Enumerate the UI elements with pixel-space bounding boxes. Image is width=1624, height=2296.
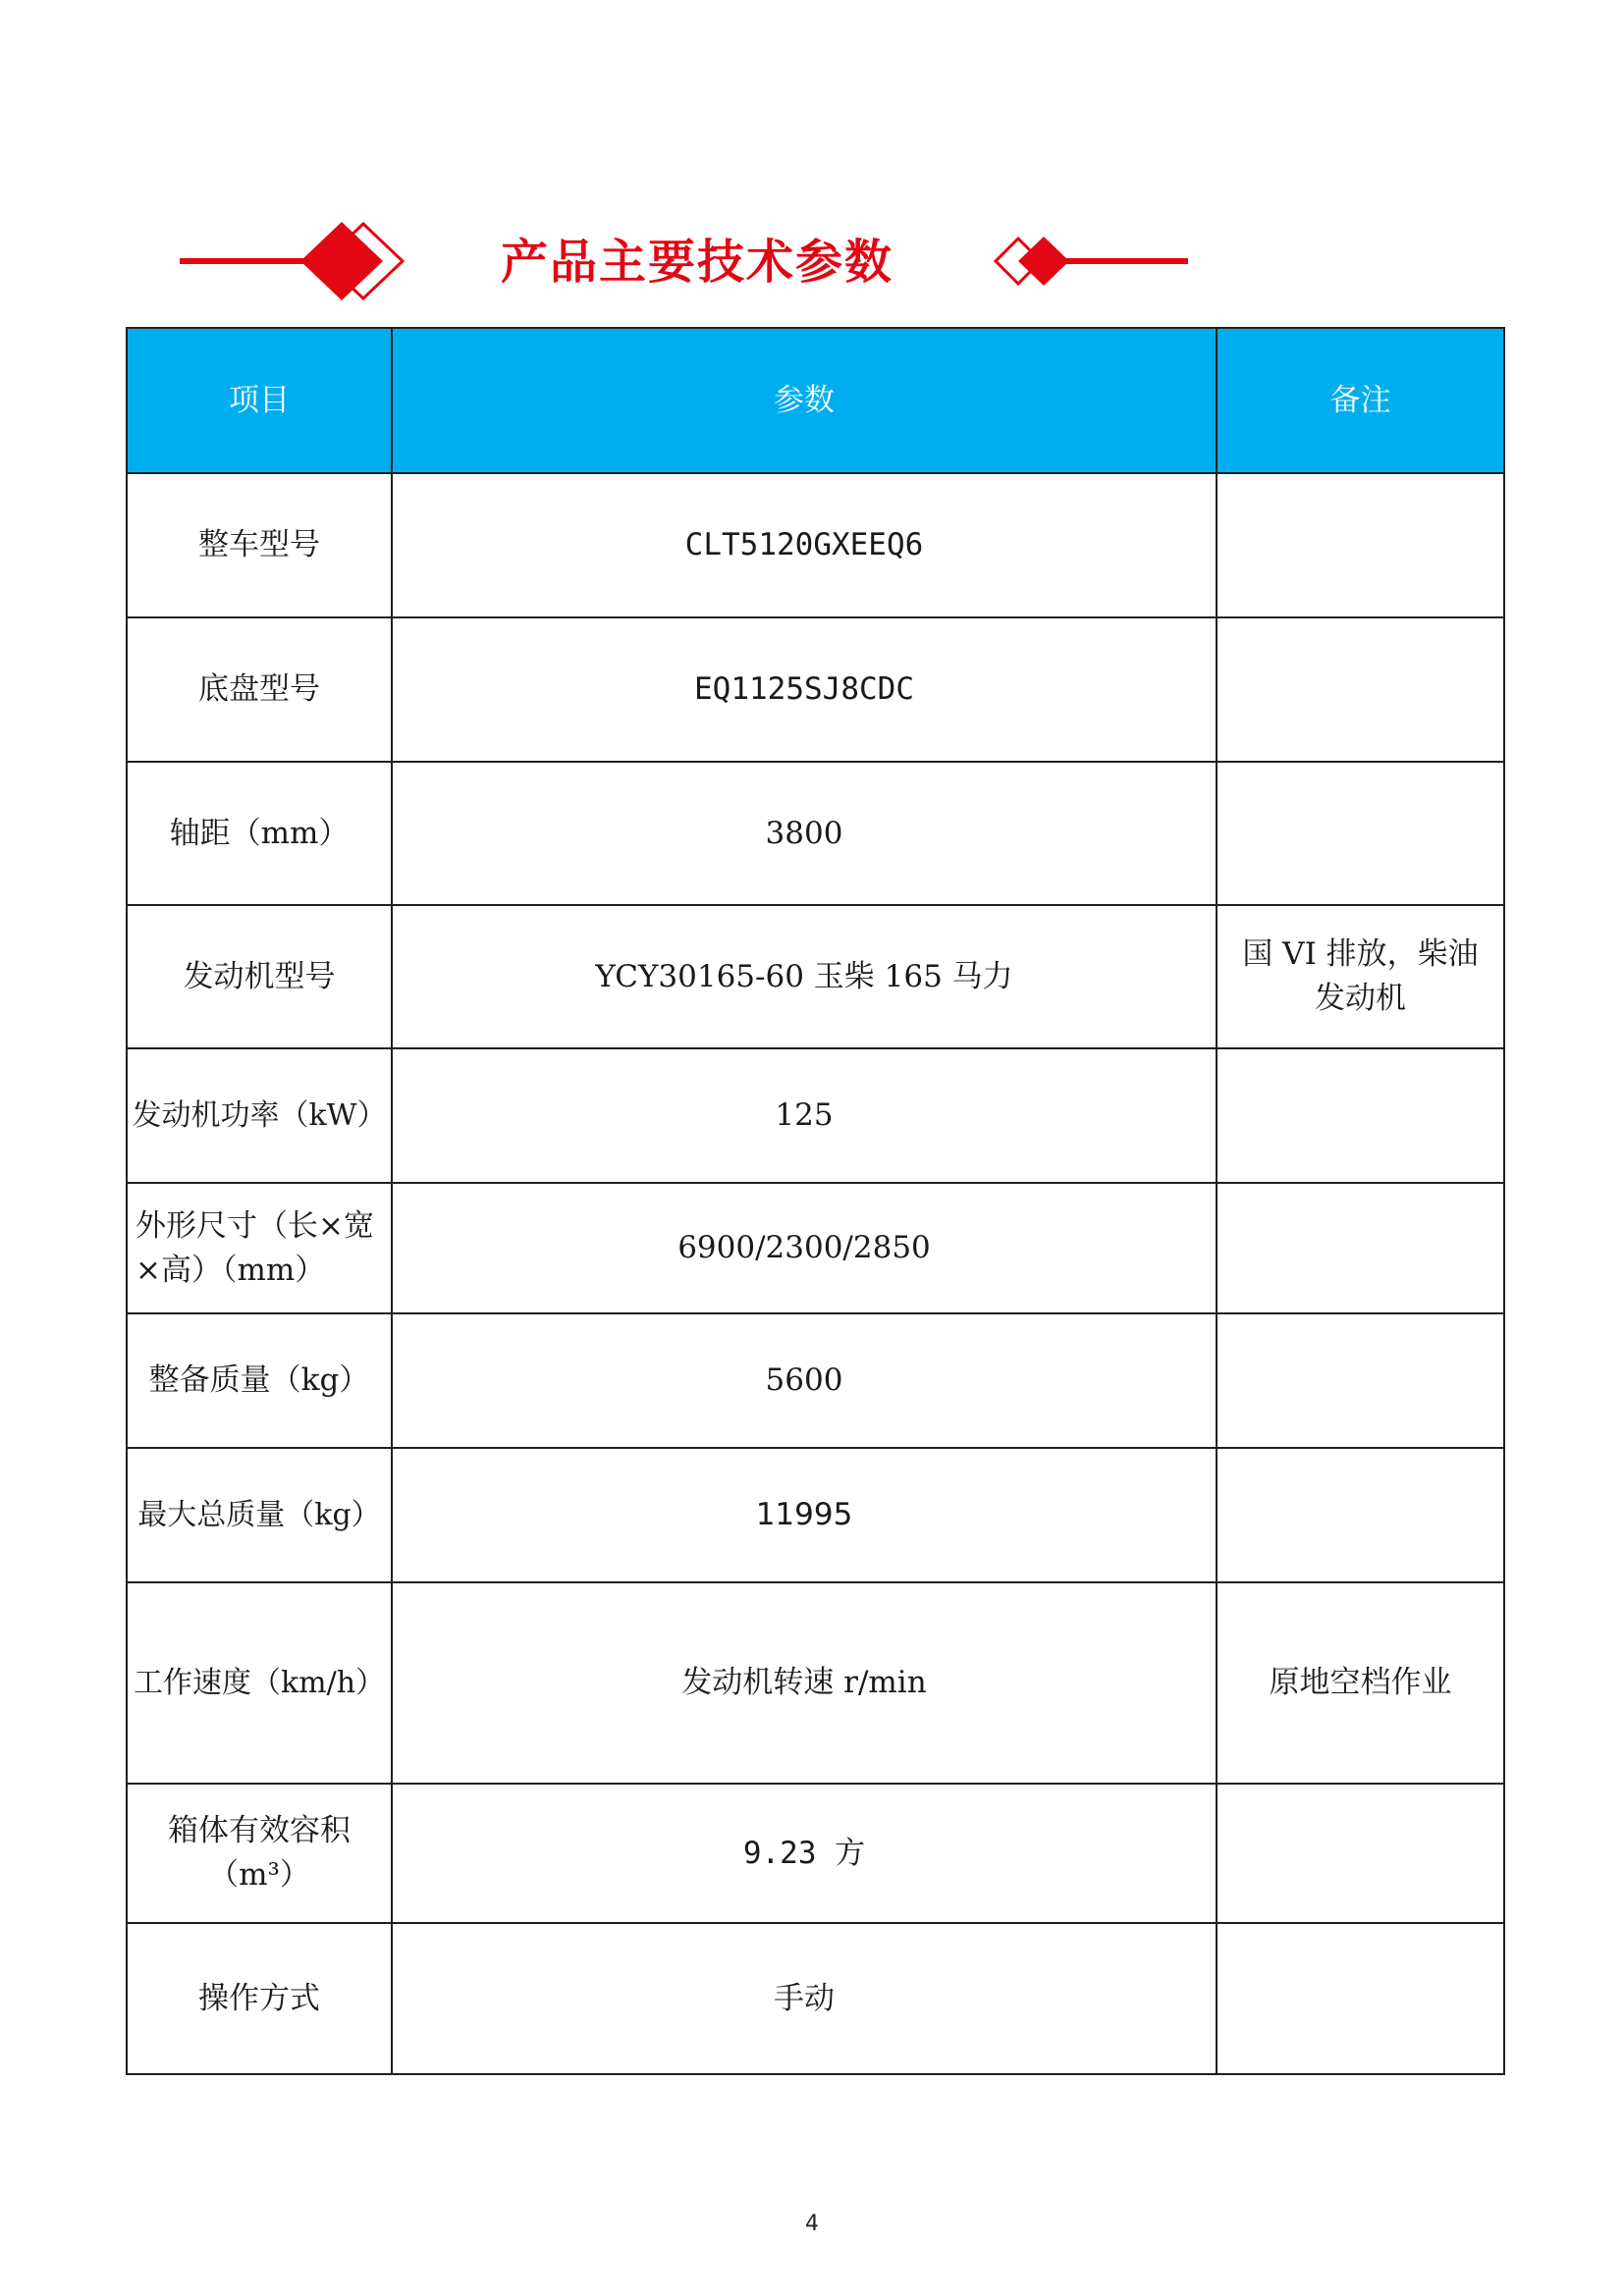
row-note bbox=[1217, 1784, 1504, 1923]
row-item: 操作方式 bbox=[127, 1923, 392, 2074]
row-note bbox=[1217, 1448, 1504, 1582]
row-note bbox=[1217, 1923, 1504, 2074]
table-row bbox=[127, 1448, 1504, 1582]
row-item: 发动机功率（kW） bbox=[127, 1048, 392, 1183]
section-title: 产品主要技术参数 bbox=[500, 235, 893, 290]
row-value: 3800 bbox=[392, 762, 1217, 905]
table-row bbox=[127, 1183, 1504, 1313]
row-note: 国 VI 排放，柴油发动机 bbox=[1217, 905, 1504, 1048]
table-row bbox=[127, 1313, 1504, 1448]
row-value: CLT5120GXEEQ6 bbox=[392, 473, 1217, 617]
spec-table bbox=[126, 327, 1505, 2075]
row-value: 9.23 方 bbox=[392, 1784, 1217, 1923]
row-item bbox=[127, 1784, 392, 1923]
row-value: 11995 bbox=[392, 1448, 1217, 1582]
row-note bbox=[1217, 1313, 1504, 1448]
table-row bbox=[127, 905, 1504, 1048]
header-note: 备注 bbox=[1217, 328, 1504, 473]
table-row bbox=[127, 617, 1504, 762]
table-header-row bbox=[127, 328, 1504, 473]
table-row bbox=[127, 1048, 1504, 1183]
row-value: 发动机转速 r/min bbox=[392, 1582, 1217, 1784]
row-value: 125 bbox=[392, 1048, 1217, 1183]
row-value: 5600 bbox=[392, 1313, 1217, 1448]
row-item: 底盘型号 bbox=[127, 617, 392, 762]
table-row bbox=[127, 473, 1504, 617]
header-value: 参数 bbox=[392, 328, 1217, 473]
row-item: 外形尺寸（长×宽×高）（mm） bbox=[127, 1183, 392, 1313]
row-item: 发动机型号 bbox=[127, 905, 392, 1048]
row-item-unit: （m³） bbox=[208, 1857, 310, 1893]
row-item: 最大总质量（kg） bbox=[127, 1448, 392, 1582]
row-value: 手动 bbox=[392, 1923, 1217, 2074]
row-note bbox=[1217, 762, 1504, 905]
header-item: 项目 bbox=[127, 328, 392, 473]
row-note bbox=[1217, 1048, 1504, 1183]
row-item: 轴距（mm） bbox=[127, 762, 392, 905]
row-value: 6900/2300/2850 bbox=[392, 1183, 1217, 1313]
row-value: EQ1125SJ8CDC bbox=[392, 617, 1217, 762]
row-note bbox=[1217, 1183, 1504, 1313]
page-number: 4 bbox=[805, 2212, 819, 2236]
table-row bbox=[127, 1923, 1504, 2074]
table-row bbox=[127, 762, 1504, 905]
row-item: 工作速度（km/h） bbox=[127, 1582, 392, 1784]
row-note bbox=[1217, 473, 1504, 617]
row-value: YCY30165-60 玉柴 165 马力 bbox=[392, 905, 1217, 1048]
row-item-label: 箱体有效容积 bbox=[168, 1813, 351, 1849]
row-note bbox=[1217, 617, 1504, 762]
row-note: 原地空档作业 bbox=[1217, 1582, 1504, 1784]
table-row bbox=[127, 1582, 1504, 1784]
row-item: 整车型号 bbox=[127, 473, 392, 617]
table-row bbox=[127, 1784, 1504, 1923]
row-item: 整备质量（kg） bbox=[127, 1313, 392, 1448]
